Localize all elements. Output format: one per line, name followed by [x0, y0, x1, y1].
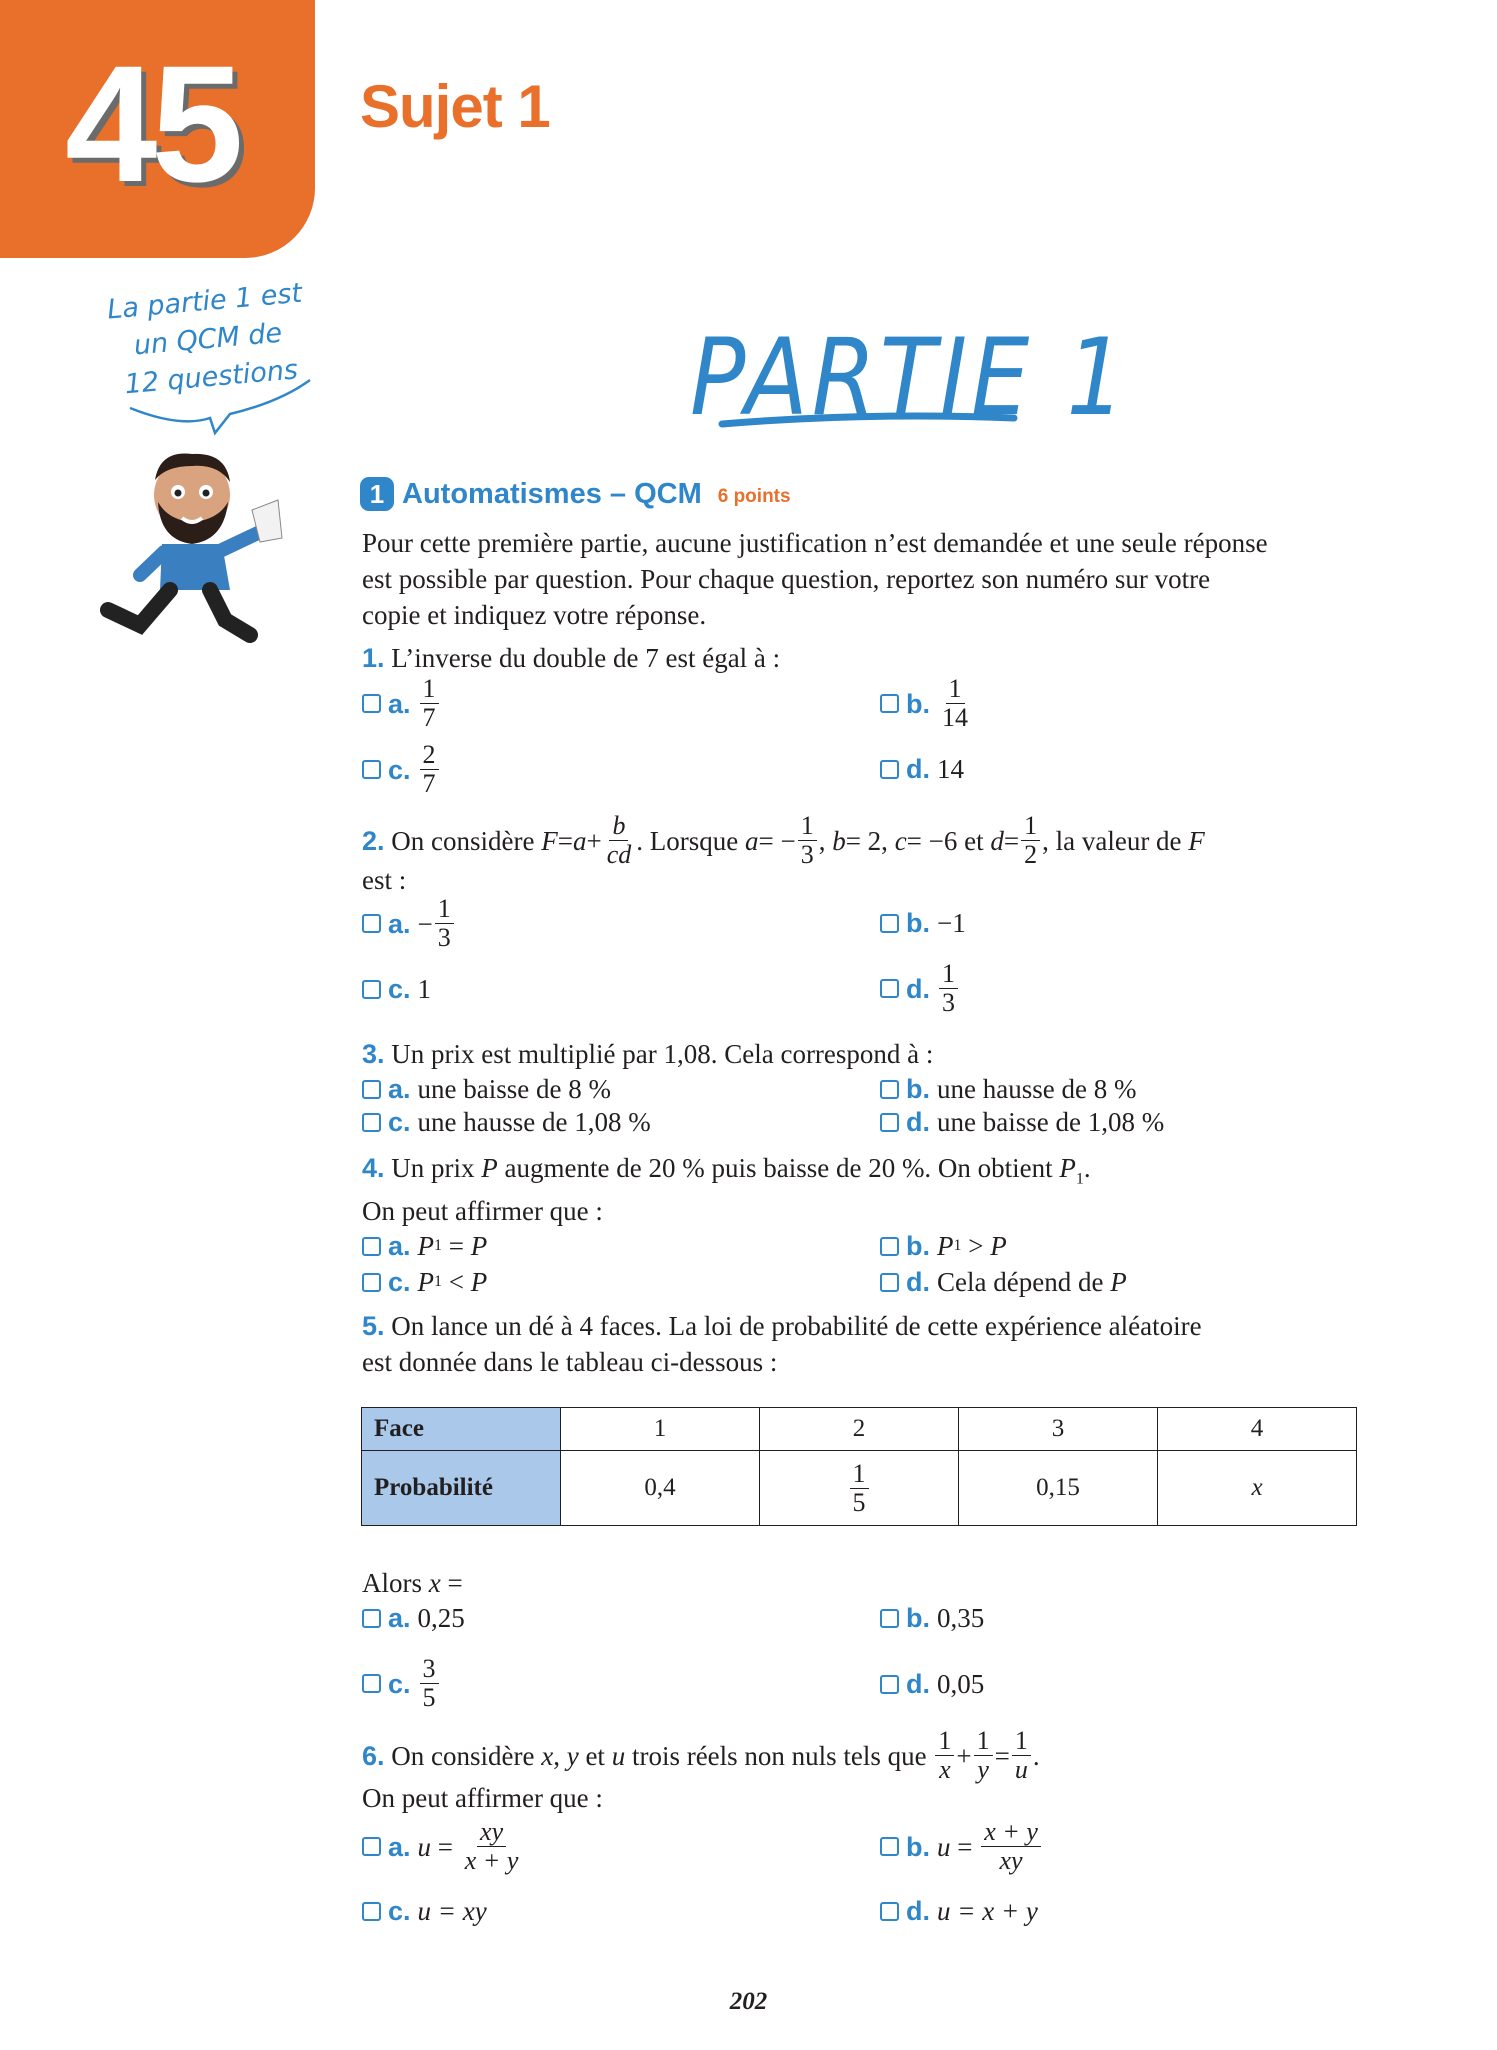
question-number: 6.: [362, 1740, 385, 1771]
checkbox-icon[interactable]: [362, 1674, 381, 1693]
numerator: 1: [1012, 1727, 1031, 1756]
section-title: Automatismes – QCM: [402, 477, 702, 510]
q6-var: x: [541, 1740, 554, 1771]
option-letter: b.: [906, 1831, 930, 1862]
numerator: 1: [798, 812, 817, 841]
q6-text: ,: [553, 1740, 560, 1771]
question-3: [362, 1036, 933, 1072]
probability-table: [361, 1407, 1357, 1526]
part-title: PARTIE 1: [690, 316, 1129, 440]
denominator: 7: [422, 769, 436, 798]
numerator: 1: [1021, 812, 1040, 841]
q2-text: = −6 et: [906, 825, 984, 856]
q4-option-b[interactable]: [880, 1228, 1007, 1264]
q4-text: Un prix: [391, 1153, 482, 1183]
fraction: [420, 1655, 439, 1712]
checkbox-icon[interactable]: [362, 980, 381, 999]
intro-line: Pour cette première partie, aucune justification n’est demandée et une seule réponse: [362, 528, 1268, 558]
option-letter: a.: [388, 1831, 411, 1862]
option-value: 14: [937, 754, 964, 784]
fraction: [939, 960, 958, 1017]
q6-var: y: [566, 1740, 579, 1771]
option-letter: c.: [388, 754, 411, 785]
option-sign: −: [417, 908, 433, 939]
q6-option-c[interactable]: [362, 1893, 487, 1929]
checkbox-icon[interactable]: [880, 1609, 899, 1628]
q4-option-d[interactable]: [880, 1264, 1127, 1300]
option-value: Cela dépend de: [937, 1267, 1111, 1297]
option-value: u = xy: [417, 1896, 487, 1926]
numerator: 1: [939, 960, 958, 989]
option-letter: a.: [388, 1074, 411, 1104]
option-value: 0,25: [417, 1603, 465, 1633]
section-intro: [362, 525, 1268, 633]
option-value: une hausse de 8 %: [937, 1074, 1137, 1104]
page-number: 202: [729, 1988, 768, 2015]
q4-sub: 1: [953, 1237, 962, 1254]
checkbox-icon[interactable]: [880, 979, 899, 998]
q5-alors: [362, 1565, 463, 1601]
q4-var: P: [1110, 1267, 1127, 1297]
q6-op: =: [431, 1831, 460, 1862]
option-value: une hausse de 1,08 %: [417, 1107, 651, 1137]
q6-text: trois réels non nuls tels que: [631, 1740, 927, 1771]
intro-line: est possible par question. Pour chaque question, reportez son numéro sur votre: [362, 564, 1211, 594]
q5-var: x: [428, 1568, 441, 1598]
numerator: 3: [420, 1655, 439, 1684]
table-header-face: Face: [362, 1408, 561, 1451]
table-header-probability: Probabilité: [362, 1451, 561, 1526]
q2-op: =: [1003, 825, 1020, 856]
table-cell: 2: [760, 1408, 959, 1451]
question-text: Un prix est multiplié par 1,08. Cela correspond à :: [391, 1039, 934, 1069]
q4-sub: 1: [434, 1273, 443, 1290]
fraction: [798, 812, 817, 869]
denominator: 3: [942, 988, 955, 1017]
q2-text: ,: [818, 825, 826, 856]
option-letter: c.: [388, 1267, 411, 1297]
q4-var: P: [470, 1231, 488, 1261]
q5-option-b[interactable]: [880, 1600, 984, 1636]
q4-var: P: [990, 1231, 1007, 1261]
q4-option-c[interactable]: [362, 1264, 487, 1300]
q4-text: .: [1083, 1153, 1091, 1183]
bubble-line: un QCM de: [132, 317, 284, 362]
numerator: 1: [850, 1460, 869, 1489]
q4-sub: 1: [434, 1237, 443, 1254]
q2-var: c: [894, 825, 907, 856]
fraction: [974, 1727, 993, 1784]
subject-title: Sujet 1: [360, 73, 550, 140]
option-value: une baisse de 8 %: [417, 1074, 611, 1104]
q4-op: >: [961, 1231, 991, 1261]
table-cell: 0,15: [959, 1451, 1158, 1526]
q2-op: = −: [758, 825, 796, 856]
option-letter: a.: [388, 908, 411, 939]
q5-text: Alors: [362, 1568, 429, 1598]
option-letter: c.: [388, 974, 411, 1004]
table-cell: 4: [1158, 1408, 1357, 1451]
checkbox-icon[interactable]: [362, 1237, 381, 1256]
denominator: 5: [852, 1487, 866, 1517]
q6-text: On considère: [391, 1740, 535, 1771]
q2-text-line2: est :: [362, 865, 407, 895]
option-letter: c.: [388, 1107, 411, 1137]
table-cell: 3: [959, 1408, 1158, 1451]
checkbox-icon[interactable]: [880, 1080, 899, 1099]
numerator: 2: [420, 741, 439, 770]
option-letter: a.: [388, 1231, 411, 1261]
option-value: une baisse de 1,08 %: [937, 1107, 1165, 1137]
q4-var: P: [417, 1267, 435, 1297]
fraction: [435, 895, 454, 952]
q4-op: <: [442, 1267, 471, 1297]
q2-var: a: [744, 825, 759, 856]
table-row: [362, 1408, 1357, 1451]
table-cell: 1: [561, 1408, 760, 1451]
q2-text: = 2,: [845, 825, 888, 856]
fraction: [1012, 1727, 1031, 1784]
checkbox-icon[interactable]: [880, 760, 899, 779]
table-cell: [1158, 1451, 1357, 1526]
numerator: xy: [477, 1818, 506, 1847]
fraction: [420, 741, 439, 798]
q3-option-d[interactable]: [880, 1104, 1164, 1140]
question-2: [362, 812, 1205, 869]
q2-text: , la valeur de: [1042, 825, 1182, 856]
q1-option-b[interactable]: [880, 675, 973, 732]
checkbox-icon[interactable]: [362, 760, 381, 779]
checkbox-icon[interactable]: [880, 914, 899, 933]
denominator: 3: [437, 923, 451, 952]
fraction: [420, 675, 439, 732]
fraction: [604, 812, 635, 869]
option-letter: b.: [906, 908, 930, 938]
question-5: [362, 1308, 1202, 1380]
checkbox-icon[interactable]: [362, 694, 381, 713]
q6-op: =: [950, 1831, 980, 1862]
fraction: [935, 1727, 954, 1784]
q1-option-d[interactable]: [880, 751, 964, 787]
q4-var: P: [1059, 1153, 1076, 1183]
denominator: y: [977, 1755, 989, 1784]
question-text: L’inverse du double de 7 est égal à :: [391, 643, 781, 673]
option-value: 1: [417, 974, 432, 1004]
question-6: [362, 1727, 1040, 1784]
denominator: 14: [942, 703, 968, 732]
numerator: 1: [946, 675, 965, 704]
q3-option-a[interactable]: [362, 1071, 611, 1107]
denominator: 7: [422, 703, 436, 732]
q5-option-d[interactable]: [880, 1666, 984, 1702]
q4-op: =: [442, 1231, 471, 1261]
fraction: [1021, 812, 1040, 869]
q2-option-c[interactable]: [362, 971, 431, 1007]
checkbox-icon[interactable]: [362, 1837, 381, 1856]
option-letter: b.: [906, 1231, 930, 1261]
q6-text: .: [1032, 1740, 1040, 1771]
checkbox-icon[interactable]: [362, 1113, 381, 1132]
option-value: u = x + y: [937, 1896, 1038, 1926]
section-number-badge: 1: [360, 477, 394, 511]
q5-text: =: [440, 1568, 463, 1598]
fraction: [462, 1818, 522, 1875]
q6-var: u: [417, 1831, 432, 1862]
numerator: x + y: [981, 1818, 1041, 1847]
q2-option-b[interactable]: [880, 905, 966, 941]
numerator: b: [609, 812, 628, 841]
table-cell: 0,4: [561, 1451, 760, 1526]
option-letter: d.: [906, 1107, 930, 1137]
option-letter: c.: [388, 1668, 411, 1699]
option-letter: b.: [906, 688, 930, 719]
question-number: 2.: [362, 825, 385, 856]
option-letter: d.: [906, 754, 930, 784]
denominator: x: [939, 1755, 951, 1784]
denominator: 5: [422, 1683, 436, 1712]
q2-var: d: [990, 825, 1004, 856]
q6-line2: On peut affirmer que :: [362, 1783, 603, 1813]
option-letter: a.: [388, 1603, 411, 1633]
q2-var: a: [572, 825, 587, 856]
q2-var: F: [1188, 825, 1205, 856]
question-4: [362, 1150, 1091, 1197]
q1-option-a[interactable]: [362, 675, 441, 732]
option-letter: c.: [388, 1896, 411, 1926]
denominator: u: [1014, 1755, 1028, 1784]
q4-var: P: [937, 1231, 954, 1261]
denominator: 3: [800, 840, 814, 869]
option-letter: b.: [906, 1074, 930, 1104]
q6-option-d[interactable]: [880, 1893, 1038, 1929]
q3-option-b[interactable]: [880, 1071, 1136, 1107]
fraction: [850, 1460, 869, 1517]
q3-option-c[interactable]: [362, 1104, 651, 1140]
table-cell: [760, 1451, 959, 1526]
q2-text: On considère: [391, 825, 535, 856]
checkbox-icon[interactable]: [880, 1837, 899, 1856]
denominator: 2: [1024, 840, 1038, 869]
checkbox-icon[interactable]: [362, 914, 381, 933]
checkbox-icon[interactable]: [880, 1902, 899, 1921]
denominator: x + y: [464, 1846, 519, 1875]
section-heading: [360, 477, 791, 511]
checkbox-icon[interactable]: [362, 1902, 381, 1921]
option-value: 0,05: [937, 1669, 985, 1699]
checkbox-icon[interactable]: [880, 1237, 899, 1256]
table-var: x: [1251, 1474, 1263, 1501]
option-value: 0,35: [937, 1603, 985, 1633]
denominator: xy: [999, 1846, 1023, 1875]
q2-option-d[interactable]: [880, 960, 960, 1017]
numerator: 1: [974, 1727, 993, 1756]
q2-var: F: [541, 825, 558, 856]
checkbox-icon[interactable]: [362, 1609, 381, 1628]
q4-option-a[interactable]: [362, 1228, 487, 1264]
bubble-line: La partie 1 est: [106, 277, 304, 326]
part-title-underline: [718, 410, 1018, 430]
checkbox-icon[interactable]: [362, 1273, 381, 1292]
q4-text: augmente de 20 % puis baisse de 20 %. On obtient: [497, 1153, 1060, 1183]
option-letter: a.: [388, 688, 411, 719]
q2-text: . Lorsque: [636, 825, 739, 856]
numerator: 1: [935, 1727, 954, 1756]
checkbox-icon[interactable]: [362, 1080, 381, 1099]
checkbox-icon[interactable]: [880, 1113, 899, 1132]
question-number: 4.: [362, 1153, 385, 1183]
question-number: 1.: [362, 643, 385, 673]
question-number: 5.: [362, 1311, 385, 1341]
fraction: [939, 675, 971, 732]
q2-op: +: [586, 825, 602, 856]
intro-line: copie et indiquez votre réponse.: [362, 600, 707, 630]
q1-option-c[interactable]: [362, 741, 441, 798]
checkbox-icon[interactable]: [880, 1675, 899, 1694]
chapter-number: 45: [65, 32, 238, 217]
option-letter: d.: [906, 973, 930, 1004]
checkbox-icon[interactable]: [880, 1273, 899, 1292]
question-text: est donnée dans le tableau ci-dessous :: [362, 1347, 778, 1377]
bubble-tail-icon: [120, 378, 320, 438]
q4-var: P: [481, 1153, 498, 1183]
q2-var: b: [832, 825, 846, 856]
q6-option-b[interactable]: [880, 1818, 1043, 1875]
option-letter: d.: [906, 1669, 930, 1699]
question-1: [362, 640, 780, 676]
option-value: −1: [937, 908, 966, 938]
option-letter: d.: [906, 1896, 930, 1926]
fraction: [981, 1818, 1041, 1875]
q6-var: u: [611, 1740, 626, 1771]
q6-option-a[interactable]: [362, 1818, 523, 1875]
q4-var: P: [417, 1231, 435, 1261]
option-letter: b.: [906, 1603, 930, 1633]
question-number: 3.: [362, 1039, 385, 1069]
question-text: On lance un dé à 4 faces. La loi de probabilité de cette expérience aléatoire: [391, 1311, 1202, 1341]
q2-option-a[interactable]: [362, 895, 456, 952]
q6-op: =: [994, 1740, 1010, 1771]
q4-line2: On peut affirmer que :: [362, 1196, 603, 1226]
section-points: 6 points: [717, 486, 791, 507]
q6-text: et: [585, 1740, 605, 1771]
checkbox-icon[interactable]: [880, 694, 899, 713]
q5-option-c[interactable]: [362, 1655, 441, 1712]
q2-op: =: [557, 825, 573, 856]
q5-option-a[interactable]: [362, 1600, 465, 1636]
numerator: 1: [435, 895, 454, 924]
mascot-illustration: [100, 440, 285, 645]
q4-var: P: [470, 1267, 488, 1297]
q6-var: u: [937, 1831, 951, 1862]
denominator: cd: [606, 840, 632, 869]
table-row: [362, 1451, 1357, 1526]
bubble-line: 12 questions: [123, 354, 300, 401]
q6-op: +: [956, 1740, 972, 1771]
numerator: 1: [420, 675, 439, 704]
option-letter: d.: [906, 1267, 930, 1297]
q4-sub: 1: [1075, 1170, 1084, 1188]
